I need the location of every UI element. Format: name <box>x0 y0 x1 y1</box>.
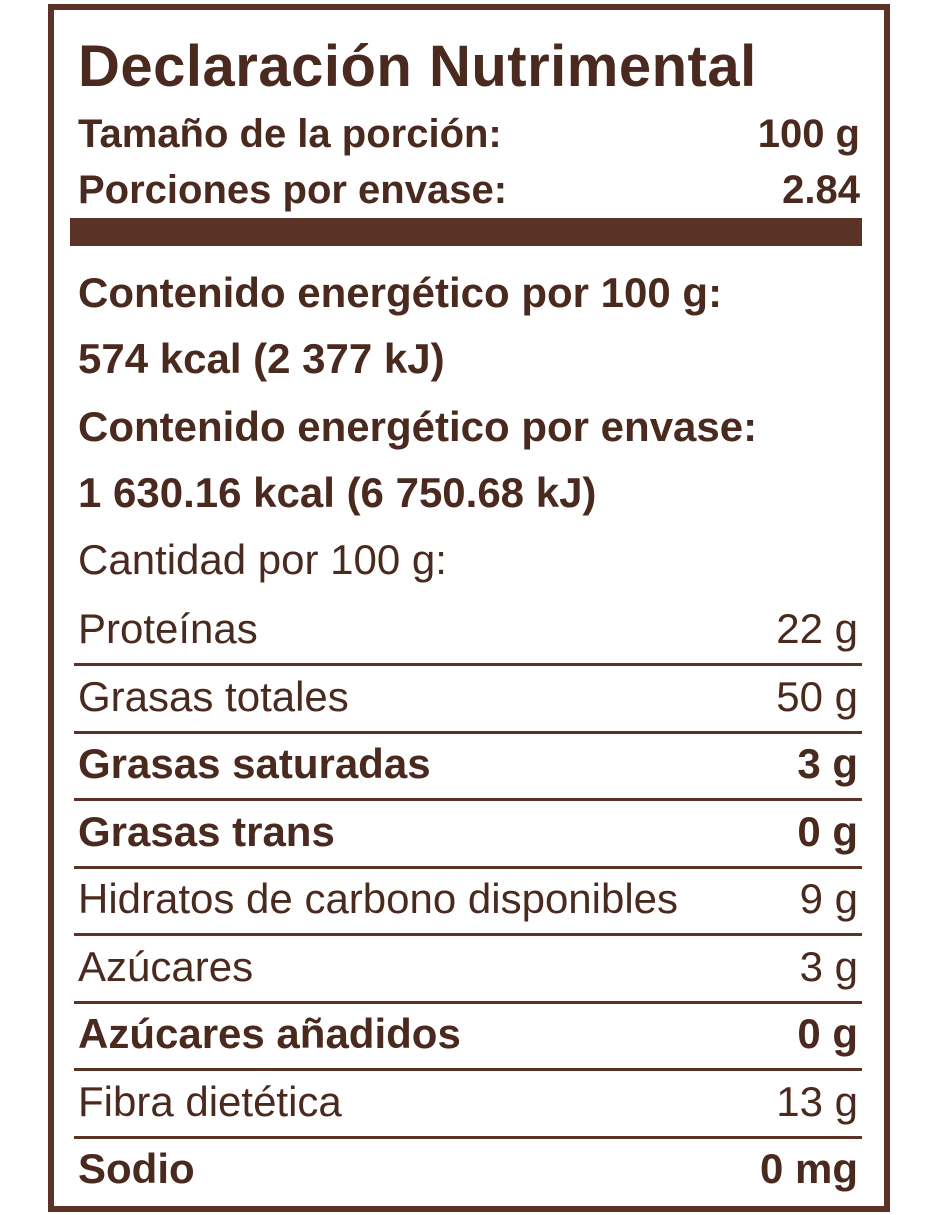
nutrient-row <box>74 732 860 796</box>
energy-per-package-label: Contenido energético por envase: <box>78 403 758 450</box>
nutrient-name: Fibra dietética <box>78 1078 342 1125</box>
nutrient-name: Hidratos de carbono disponibles <box>78 875 679 922</box>
nutrient-name: Grasas trans <box>78 808 335 855</box>
energy-per-100g-label: Contenido energético por 100 g: <box>78 269 723 316</box>
label-title: Declaración Nutrimental <box>78 34 757 99</box>
serving-size-row <box>78 110 860 158</box>
quantity-heading: Cantidad por 100 g: <box>78 536 447 583</box>
nutrient-row <box>74 1137 860 1201</box>
nutrient-name: Proteínas <box>78 605 258 652</box>
servings-per-package-value: 2.84 <box>782 168 860 212</box>
nutrient-value: 22 g <box>776 605 858 652</box>
nutrient-row <box>74 800 860 864</box>
nutrient-row <box>74 1070 860 1134</box>
nutrient-value: 13 g <box>776 1078 858 1125</box>
nutrient-value: 3 g <box>797 740 858 787</box>
nutrient-name: Sodio <box>78 1145 195 1192</box>
nutrient-value: 9 g <box>799 875 858 922</box>
nutrient-name: Grasas saturadas <box>78 740 431 787</box>
energy-per-package-value: 1 630.16 kcal (6 750.68 kJ) <box>78 469 597 516</box>
energy-per-100g-value: 574 kcal (2 377 kJ) <box>78 335 445 382</box>
nutrient-name: Azúcares añadidos <box>78 1010 461 1057</box>
servings-per-package-row <box>78 166 860 214</box>
nutrient-row <box>74 935 860 999</box>
nutrient-value: 3 g <box>799 943 858 990</box>
nutrient-value: 50 g <box>776 673 858 720</box>
nutrient-row <box>74 1002 860 1066</box>
serving-size-value: 100 g <box>757 112 860 156</box>
nutrient-row <box>74 665 860 729</box>
nutrient-row <box>74 867 860 931</box>
nutrient-name: Azúcares <box>78 943 254 990</box>
nutrient-name: Grasas totales <box>78 673 349 720</box>
servings-per-package-label: Porciones por envase: <box>78 168 508 212</box>
serving-size-label: Tamaño de la porción: <box>78 112 502 156</box>
nutrient-row <box>74 597 860 661</box>
nutrient-value: 0 mg <box>759 1145 858 1192</box>
thick-divider <box>70 218 862 246</box>
nutrient-value: 0 g <box>797 1010 858 1057</box>
nutrient-value: 0 g <box>797 808 858 855</box>
